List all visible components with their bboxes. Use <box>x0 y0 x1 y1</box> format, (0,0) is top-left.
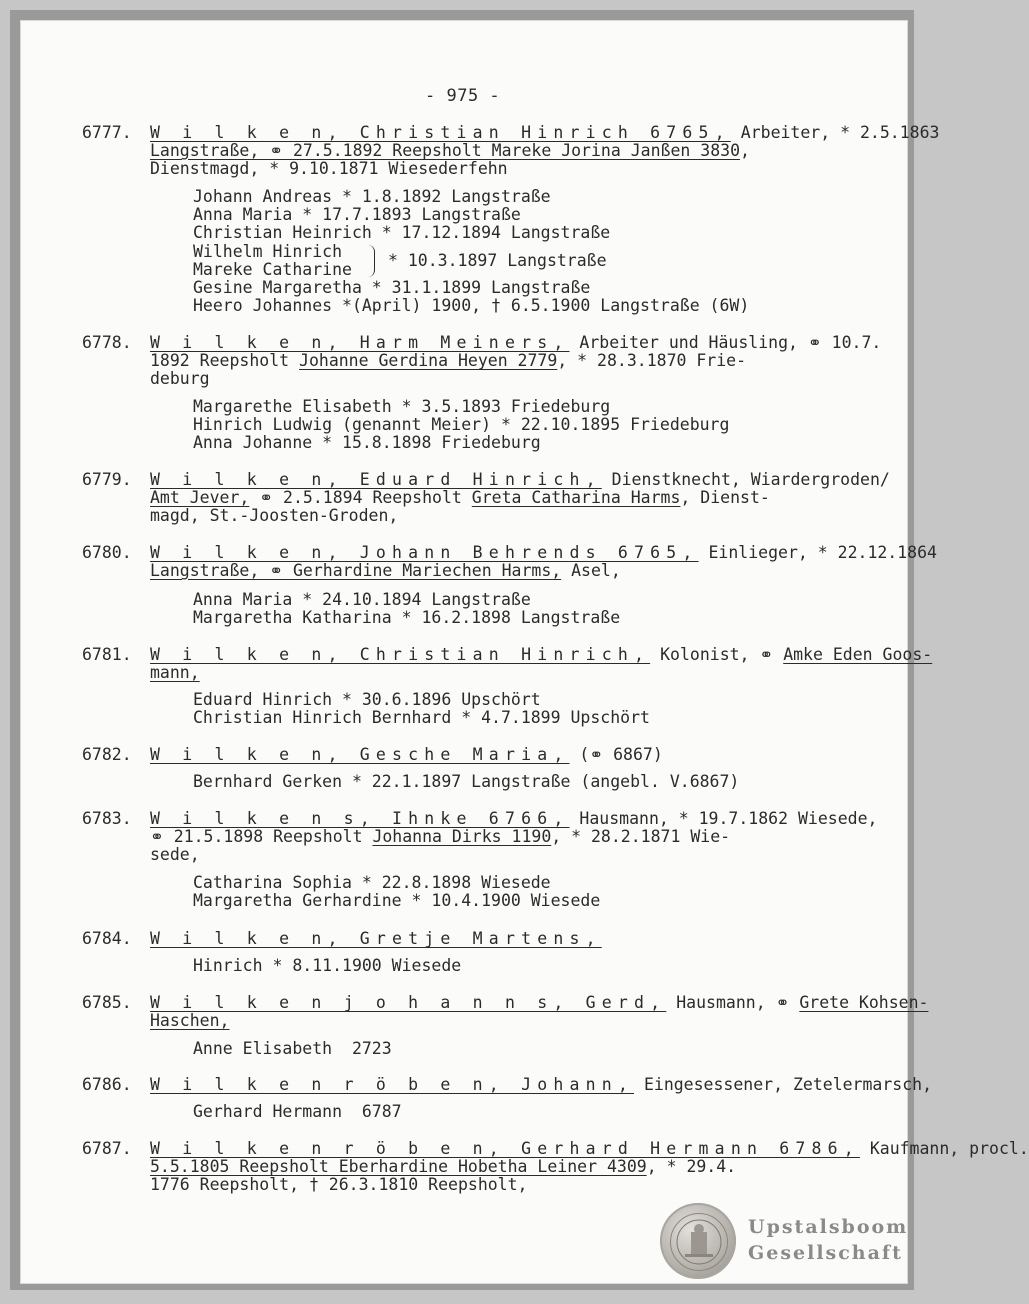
entry-line: W i l k e n, Christian Hinrich 6765, Arbeiter, * 2.5.1863 <box>150 123 940 142</box>
entry-line: deburg <box>150 369 210 388</box>
twin-brace <box>368 245 375 277</box>
entry-number: 6780. <box>82 543 132 562</box>
entry-line: W i l k e n, Christian Hinrich, Kolonist, ⚭ Amke Eden Goos- <box>150 645 933 664</box>
entry-line: Langstraße, ⚭ Gerhardine Mariechen Harms, Asel, <box>150 561 621 580</box>
child-line: Mareke Catharine <box>193 260 352 279</box>
child-line: Christian Heinrich * 17.12.1894 Langstraße <box>193 223 611 242</box>
entry-number: 6779. <box>82 470 132 489</box>
child-line: Margaretha Gerhardine * 10.4.1900 Wiesede <box>193 891 601 910</box>
child-line: Anna Maria * 24.10.1894 Langstraße <box>193 590 531 609</box>
entry-line: W i l k e n r ö b e n, Gerhard Hermann 6786, Kaufmann, procl. <box>150 1139 1029 1158</box>
entry-number: 6786. <box>82 1075 132 1094</box>
entry-line: W i l k e n s, Ihnke 6766, Hausmann, * 19.7.1862 Wiesede, <box>150 809 878 828</box>
watermark-line-2: Gesellschaft <box>748 1242 903 1264</box>
page-number: - 975 - <box>425 86 501 106</box>
entry-line: 1892 Reepsholt Johanne Gerdina Heyen 2779, * 28.3.1870 Frie- <box>150 351 747 370</box>
child-line: Bernhard Gerken * 22.1.1897 Langstraße (angebl. V.6867) <box>193 772 740 791</box>
child-line: Eduard Hinrich * 30.6.1896 Upschört <box>193 690 541 709</box>
entry-line: mann, <box>150 663 200 682</box>
entry-line: W i l k e n, Eduard Hinrich, Dienstknecht, Wiardergroden/ <box>150 470 890 489</box>
child-line: Anna Johanne * 15.8.1898 Friedeburg <box>193 433 541 452</box>
entry-line: W i l k e n, Johann Behrends 6765, Einlieger, * 22.12.1864 <box>150 543 937 562</box>
child-line: Wilhelm Hinrich <box>193 242 343 261</box>
child-line: Margarethe Elisabeth * 3.5.1893 Friedeburg <box>193 397 611 416</box>
child-line: Anna Maria * 17.7.1893 Langstraße <box>193 205 521 224</box>
entry-line: Langstraße, ⚭ 27.5.1892 Reepsholt Mareke Jorina Janßen 3830, <box>150 141 750 160</box>
entry-line: Dienstmagd, * 9.10.1871 Wiesederfehn <box>150 159 508 178</box>
entry-number: 6778. <box>82 333 132 352</box>
society-seal-icon <box>660 1203 736 1279</box>
entry-line: 5.5.1805 Reepsholt Eberhardine Hobetha Leiner 4309, * 29.4. <box>150 1157 737 1176</box>
entry-number: 6783. <box>82 809 132 828</box>
entry-line: ⚭ 21.5.1898 Reepsholt Johanna Dirks 1190, * 28.2.1871 Wie- <box>150 827 731 846</box>
entry-line: W i l k e n r ö b e n, Johann, Eingesessener, Zetelermarsch, <box>150 1075 933 1094</box>
child-line: Gerhard Hermann 6787 <box>193 1102 402 1121</box>
entry-number: 6785. <box>82 993 132 1012</box>
child-line: Margaretha Katharina * 16.2.1898 Langstraße <box>193 608 621 627</box>
child-line: Hinrich * 8.11.1900 Wiesede <box>193 956 462 975</box>
child-line: Hinrich Ludwig (genannt Meier) * 22.10.1895 Friedeburg <box>193 415 730 434</box>
watermark-line-1: Upstalsboom <box>748 1216 909 1238</box>
entry-number: 6787. <box>82 1139 132 1158</box>
entry-line: Haschen, <box>150 1011 230 1030</box>
entry-number: 6781. <box>82 645 132 664</box>
entry-line: W i l k e n, Gesche Maria, (⚭ 6867) <box>150 745 663 764</box>
entry-number: 6777. <box>82 123 132 142</box>
child-line: * 10.3.1897 Langstraße <box>388 251 607 270</box>
entry-line: W i l k e n, Gretje Martens, <box>150 929 602 948</box>
child-line: Johann Andreas * 1.8.1892 Langstraße <box>193 187 551 206</box>
entry-line: Amt Jever, ⚭ 2.5.1894 Reepsholt Greta Catharina Harms, Dienst- <box>150 488 770 507</box>
entry-line: sede, <box>150 845 200 864</box>
entry-line: W i l k e n j o h a n n s, Gerd, Hausmann, ⚭ Grete Kohsen- <box>150 993 929 1012</box>
entry-number: 6782. <box>82 745 132 764</box>
child-line: Gesine Margaretha * 31.1.1899 Langstraße <box>193 278 591 297</box>
child-line: Heero Johannes *(April) 1900, † 6.5.1900 Langstraße (6W) <box>193 296 750 315</box>
entry-line: 1776 Reepsholt, † 26.3.1810 Reepsholt, <box>150 1175 528 1194</box>
entry-line: magd, St.-Joosten-Groden, <box>150 506 399 525</box>
entry-line: W i l k e n, Harm Meiners, Arbeiter und Häusling, ⚭ 10.7. <box>150 333 882 352</box>
child-line: Christian Hinrich Bernhard * 4.7.1899 Upschört <box>193 708 650 727</box>
child-line: Anne Elisabeth 2723 <box>193 1039 392 1058</box>
entry-number: 6784. <box>82 929 132 948</box>
child-line: Catharina Sophia * 22.8.1898 Wiesede <box>193 873 551 892</box>
